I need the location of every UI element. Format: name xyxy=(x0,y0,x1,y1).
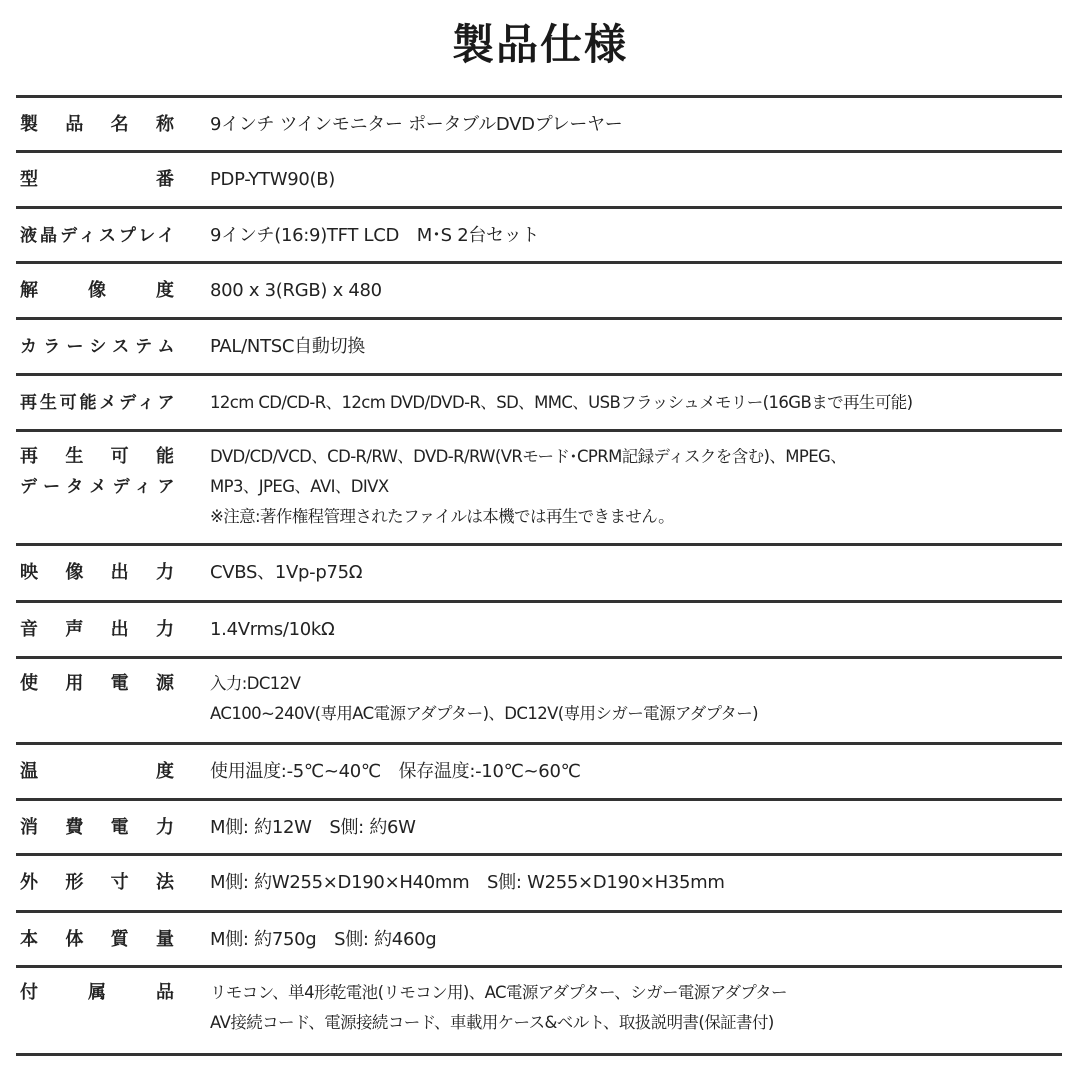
spec-value xyxy=(210,165,335,195)
spec-value xyxy=(210,388,912,418)
spec-label xyxy=(20,925,174,955)
spec-label-line: 再生可能メディア xyxy=(20,393,174,413)
spec-value xyxy=(210,978,787,1038)
spec-value-line: ※注意:著作権程管理されたファイルは本機では再生できません。 xyxy=(210,507,675,526)
spec-row xyxy=(16,209,1062,264)
spec-label xyxy=(20,757,174,787)
spec-label xyxy=(20,615,174,645)
spec-label-line: 再生可能 xyxy=(20,446,174,467)
spec-value xyxy=(210,276,382,306)
spec-label-line: 消費電力 xyxy=(20,817,174,838)
spec-value xyxy=(210,925,436,955)
page-title: 製品仕様 xyxy=(451,20,628,69)
spec-label-line: 音声出力 xyxy=(20,619,174,640)
spec-value-line: AV接続コード、電源接続コード、車載用ケース&ベルト、取扱説明書(保証書付) xyxy=(210,1013,774,1032)
spec-label-line: 液晶ディスプレイ xyxy=(20,226,174,246)
spec-value xyxy=(210,221,539,251)
spec-label xyxy=(20,978,174,1008)
spec-value-line: 9インチ ツインモニター ポータブルDVDプレーヤー xyxy=(210,114,623,135)
spec-label xyxy=(20,332,174,362)
spec-value-line: 9インチ(16:9)TFT LCD M･S 2台セット xyxy=(210,225,540,246)
spec-label-line: 使用電源 xyxy=(20,673,174,694)
spec-label-line: 解像度 xyxy=(20,280,174,301)
spec-value-line: M側: 約750g S側: 約460g xyxy=(210,929,437,950)
spec-row xyxy=(16,603,1062,659)
spec-row xyxy=(16,432,1062,546)
spec-row xyxy=(16,856,1062,913)
spec-row xyxy=(16,376,1062,432)
spec-value-line: CVBS、1Vp-p75Ω xyxy=(210,562,363,583)
spec-row xyxy=(16,153,1062,209)
spec-value xyxy=(210,110,622,140)
spec-value xyxy=(210,558,362,588)
spec-value xyxy=(210,813,416,843)
spec-label xyxy=(20,165,174,195)
spec-value xyxy=(210,757,581,787)
spec-label-line: 型番 xyxy=(20,169,174,190)
spec-value-line: M側: 約W255×D190×H40mm S側: W255×D190×H35mm xyxy=(210,872,725,893)
spec-value-line: MP3、JPEG、AVI、DIVX xyxy=(210,477,389,496)
spec-value-line: AC100~240V(専用AC電源アダプター)、DC12V(専用シガー電源アダプター) xyxy=(210,704,758,723)
spec-value xyxy=(210,332,365,362)
spec-label-line: 映像出力 xyxy=(20,562,174,583)
spec-row xyxy=(16,546,1062,603)
spec-label-line: 付属品 xyxy=(20,982,174,1003)
spec-value xyxy=(210,669,758,729)
spec-value xyxy=(210,868,725,898)
spec-value-line: 使用温度:-5℃~40℃ 保存温度:-10℃~60℃ xyxy=(210,761,581,782)
spec-row xyxy=(16,98,1062,153)
spec-label-line: 温度 xyxy=(20,761,174,782)
spec-label-line: カラーシステム xyxy=(20,337,174,357)
spec-label xyxy=(20,442,174,502)
spec-row xyxy=(16,801,1062,856)
spec-label xyxy=(20,110,174,140)
spec-value-line: PAL/NTSC自動切換 xyxy=(210,336,365,357)
spec-row xyxy=(16,659,1062,745)
spec-row xyxy=(16,968,1062,1056)
spec-value-line: 1.4Vrms/10kΩ xyxy=(210,619,335,640)
spec-value xyxy=(210,442,846,532)
spec-label xyxy=(20,388,174,418)
spec-value-line: 12cm CD/CD-R、12cm DVD/DVD-R、SD、MMC、USBフラッシュメモリー(16GBまで再生可能) xyxy=(210,393,913,412)
spec-label xyxy=(20,221,174,251)
spec-value xyxy=(210,615,334,645)
spec-row xyxy=(16,320,1062,376)
spec-label xyxy=(20,868,174,898)
spec-row xyxy=(16,745,1062,801)
spec-label xyxy=(20,813,174,843)
spec-label-line: データメディア xyxy=(20,477,174,497)
spec-row xyxy=(16,264,1062,320)
spec-value-line: リモコン、単4形乾電池(リモコン用)、AC電源アダプター、シガー電源アダプター xyxy=(210,983,787,1002)
spec-value-line: DVD/CD/VCD、CD-R/RW、DVD-R/RW(VRモード･CPRM記録ディスクを含む)、MPEG、 xyxy=(210,447,847,466)
spec-value-line: 入力:DC12V xyxy=(210,674,301,693)
spec-row xyxy=(16,913,1062,968)
spec-label xyxy=(20,669,174,699)
spec-label-line: 製品名称 xyxy=(20,114,174,135)
spec-label xyxy=(20,276,174,306)
spec-value-line: M側: 約12W S側: 約6W xyxy=(210,817,416,838)
spec-label-line: 本体質量 xyxy=(20,929,174,950)
spec-label-line: 外形寸法 xyxy=(20,872,174,893)
spec-value-line: 800 x 3(RGB) x 480 xyxy=(210,280,382,301)
spec-value-line: PDP-YTW90(B) xyxy=(210,169,336,190)
spec-label xyxy=(20,558,174,588)
spec-table xyxy=(16,95,1062,1056)
